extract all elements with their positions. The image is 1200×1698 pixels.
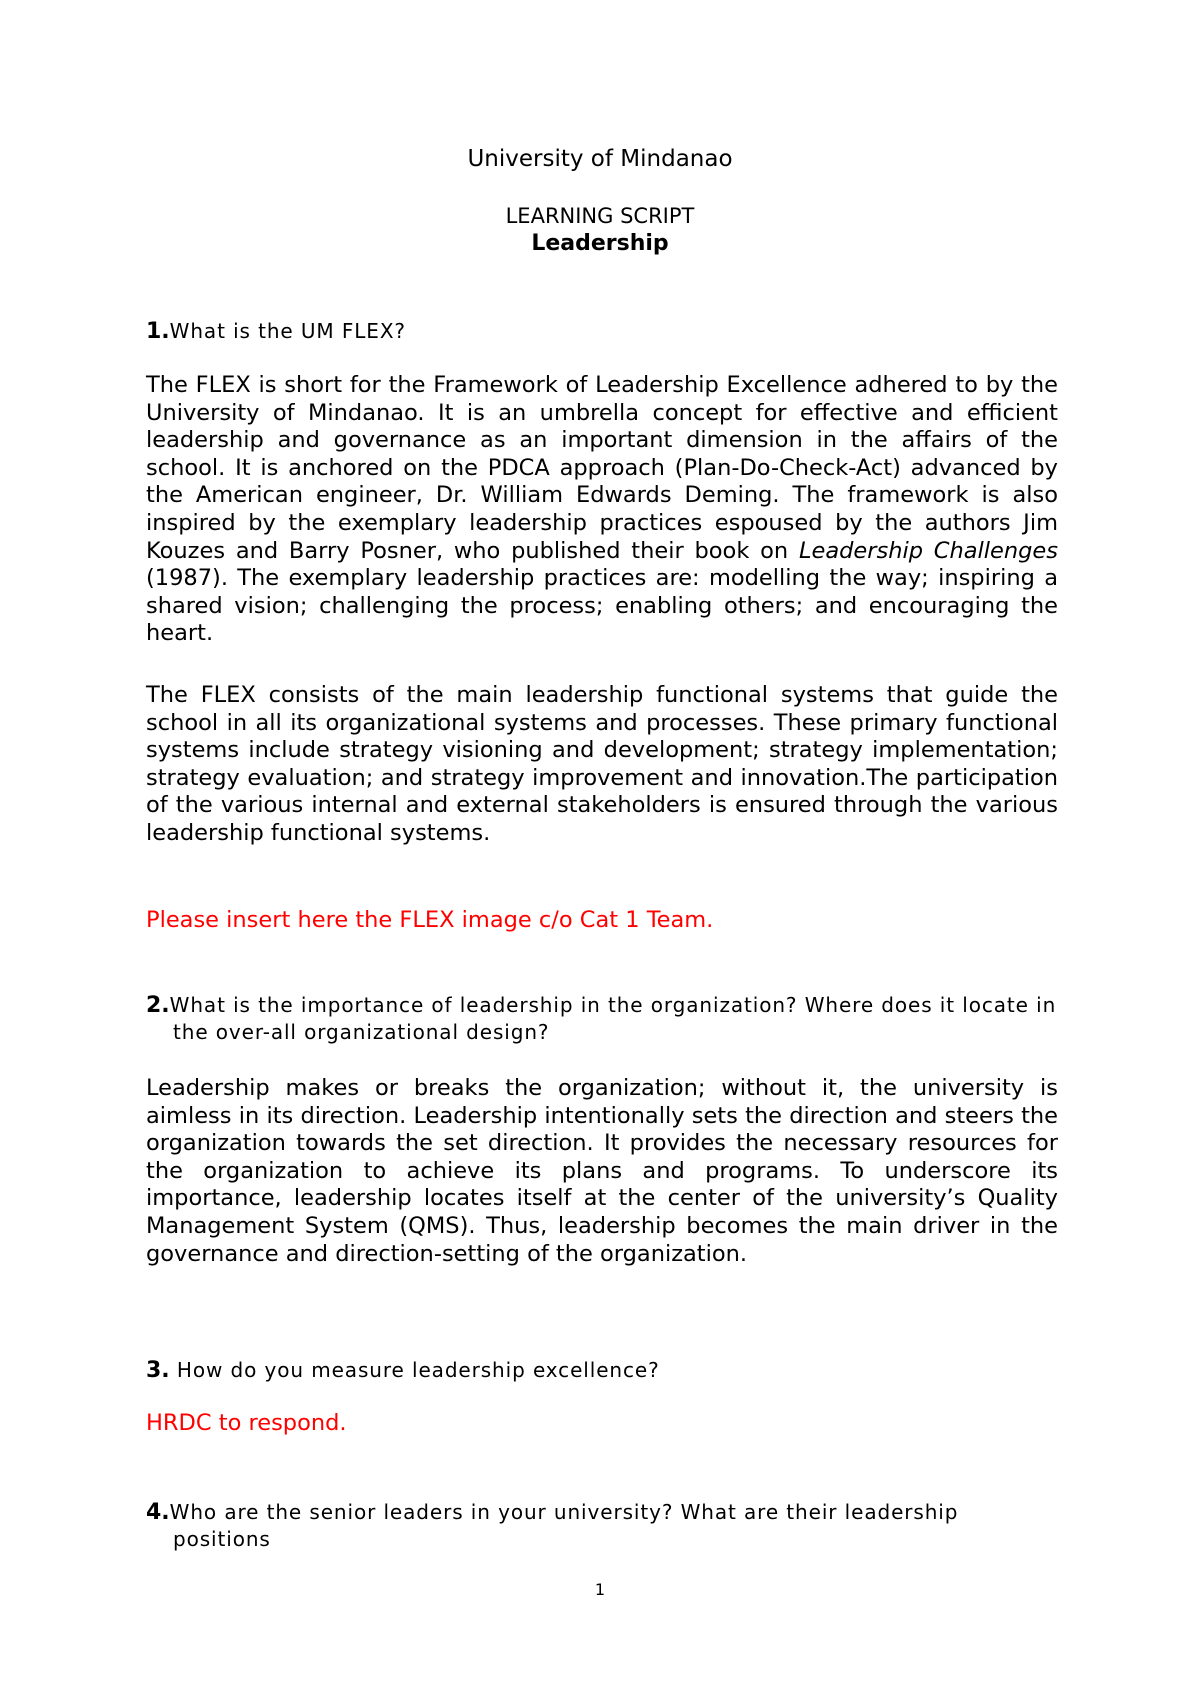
paragraph-importance: Leadership makes or breaks the organization; without it, the university is aimless in its direction. Leadership intentionally sets the direction and steers the organization towards the set direction. It provides the necessary resources for the organization to achieve its plans and programs. To underscore its importance, leadership locates itself at the center of the university’s Quality Management System (QMS). Thus, leadership becomes the main driver in the governance and direction-setting of the organization. [146, 1075, 1058, 1267]
text: (1987). The exemplary leadership practices are: modelling the way; inspiring a shared vision; challenging the process; enabling others; and encouraging the heart. [146, 565, 1058, 647]
question-2 [146, 992, 1093, 1045]
subject-title: Leadership [531, 231, 669, 256]
paragraph-flex-systems: The FLEX consists of the main leadership functional systems that guide the school in all its organizational systems and processes. These primary functional systems include strategy visioning and development; strategy implementation; strategy evaluation; and strategy improvement and innovation.The participation of the various internal and external stakeholders is ensured through the various leadership functional systems. [146, 682, 1058, 846]
paragraph-flex-definition [146, 372, 1058, 648]
question-number: 4. [146, 1500, 170, 1525]
text: The FLEX is short for the Framework of Leadership Excellence adhered to by the University of Mindanao. It is an umbrella concept for effective and efficient leadership and governance as an important dimension in the affairs of the school. It is anchored on the PDCA approach (Plan-Do-Check-Act) advanced by the American engineer, Dr. William Edwards Deming. The framework is also inspired by the exemplary leadership practices espoused by the authors Jim Kouzes and Barry Posner, who published their book on [146, 372, 1058, 564]
question-number: 2. [146, 993, 170, 1018]
note-hrdc: HRDC to respond. [146, 1410, 347, 1436]
question-text: How do you measure leadership excellence? [169, 1358, 660, 1382]
question-3 [146, 1357, 1093, 1384]
institution-title: University of Mindanao [467, 146, 733, 172]
question-text: What is the importance of leadership in the organization? Where does it locate in the over-all organizational design? [169, 993, 1057, 1044]
question-number: 1. [146, 319, 170, 344]
book-title: Leadership Challenges [798, 537, 1059, 564]
note-insert-image: Please insert here the FLEX image c/o Cat 1 Team. [146, 907, 714, 933]
question-number: 3. [146, 1358, 170, 1383]
page-number: 1 [594, 1580, 606, 1599]
question-4 [146, 1499, 973, 1552]
question-text: Who are the senior leaders in your university? What are their leadership positions [169, 1500, 959, 1551]
doc-type: LEARNING SCRIPT [505, 204, 695, 228]
question-1 [146, 318, 1093, 345]
question-text: What is the UM FLEX? [169, 319, 406, 343]
